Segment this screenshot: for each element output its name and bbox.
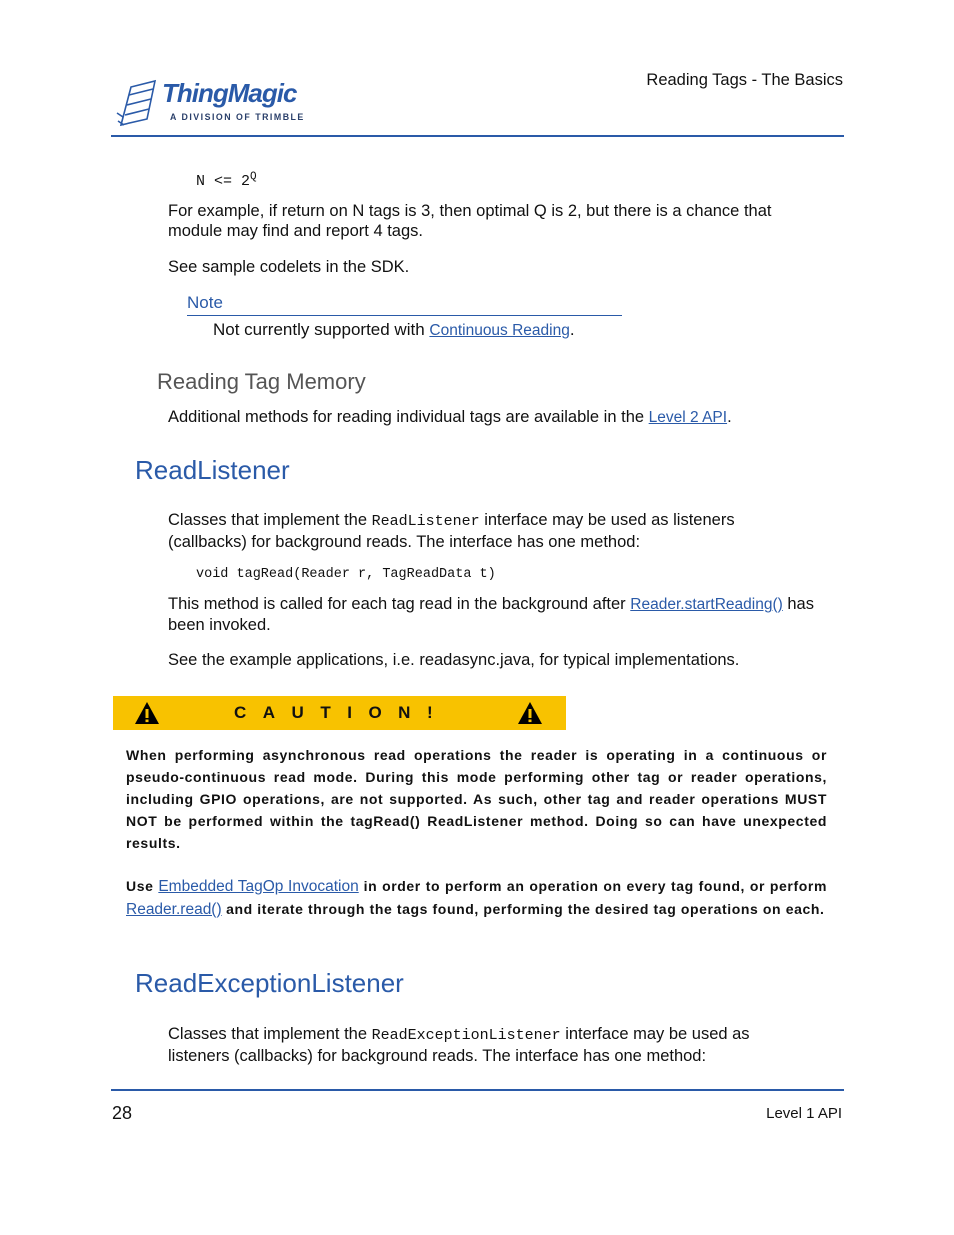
readlistener-heading: ReadListener	[135, 455, 290, 485]
readexceptionlistener-heading: ReadExceptionListener	[135, 968, 404, 998]
logo-name: ThingMagic	[162, 78, 297, 108]
footer-section: Level 1 API	[766, 1105, 842, 1122]
tagread-signature: void tagRead(Reader r, TagReadData t)	[196, 567, 496, 582]
reading-tag-memory-paragraph: Additional methods for reading individual tags are available in the Level 2 API.	[168, 408, 732, 426]
note-title: Note	[187, 293, 223, 312]
note-text: Not currently supported with Continuous Reading.	[213, 320, 575, 339]
reader-startreading-link[interactable]: Reader.startReading()	[630, 596, 783, 613]
readexceptionlistener-paragraph: Classes that implement the ReadExceptionListener interface may be used as listeners (callbacks) for background reads. The interface has one method:	[168, 1025, 750, 1065]
caution-label: CAUTION!	[234, 703, 450, 722]
formula-base: N <= 2	[196, 173, 251, 190]
page-number: 28	[112, 1103, 133, 1123]
footer-rule	[111, 1089, 844, 1091]
formula-exponent: Q	[250, 171, 257, 183]
warning-icon	[517, 701, 543, 725]
readexceptionlistener-code: ReadExceptionListener	[371, 1027, 561, 1044]
header-rule	[111, 135, 844, 137]
embedded-tagop-link[interactable]: Embedded TagOp Invocation	[158, 878, 359, 895]
caution-body: When performing asynchronous read operations the reader is operating in a continuous or pseudo-continuous read mode. During this mode performing other tag or reader operations, including GPIO operations, are not supported. As such, other tag and reader operations MUST NOT be performed within the tagRead() ReadListener method. Doing so can have unexpected results.	[126, 747, 827, 851]
reading-tag-memory-heading: Reading Tag Memory	[157, 369, 366, 394]
continuous-reading-link[interactable]: Continuous Reading	[429, 322, 570, 339]
level-2-api-link[interactable]: Level 2 API	[648, 409, 728, 426]
warning-icon	[134, 701, 160, 725]
reader-read-link[interactable]: Reader.read()	[126, 901, 222, 918]
running-title: Reading Tags - The Basics	[646, 71, 843, 89]
readlistener-code: ReadListener	[371, 513, 480, 530]
note-rule	[187, 315, 622, 316]
example-paragraph: For example, if return on N tags is 3, then optimal Q is 2, but there is a chance that module may find and report 4 tags.	[168, 202, 772, 240]
logo-tagline: A DIVISION OF TRIMBLE	[170, 112, 305, 122]
see-sample-paragraph: See sample codelets in the SDK.	[168, 258, 410, 276]
formula	[196, 171, 257, 190]
caution-use-paragraph: Use Embedded TagOp Invocation in order to perform an operation on every tag found, or perform Reader.read() and iterate through the tags found, performing the desired tag operations on each.	[126, 878, 827, 918]
logo-mark-icon	[115, 75, 165, 130]
readasync-paragraph: See the example applications, i.e. readasync.java, for typical implementations.	[168, 651, 740, 669]
startreading-paragraph: This method is called for each tag read in the background after Reader.startReading() has been invoked.	[168, 595, 814, 634]
readlistener-paragraph: Classes that implement the ReadListener interface may be used as listeners (callbacks) for background reads. The interface has one method:	[168, 511, 735, 551]
